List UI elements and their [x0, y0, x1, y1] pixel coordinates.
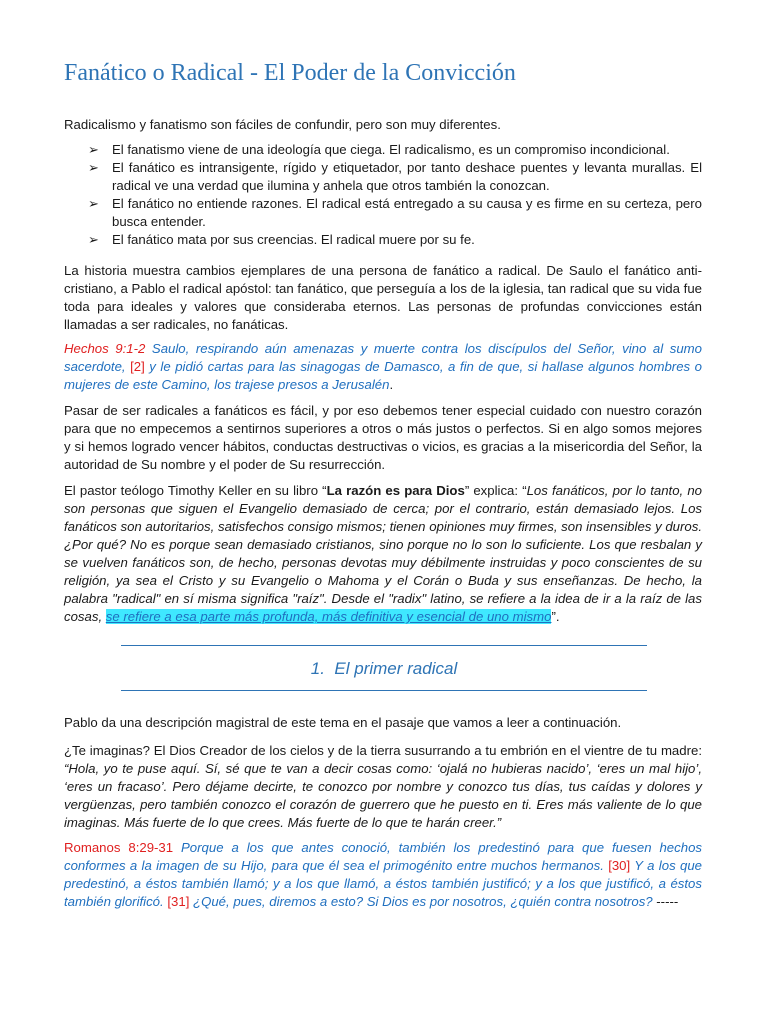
verse-number: [2]	[130, 359, 145, 374]
list-item: ➢ El fanatismo viene de una ideología que ciega. El radicalismo, es un compromiso incondicional.	[88, 142, 670, 157]
verse-end: .	[389, 377, 394, 392]
verse-tail: -----	[652, 894, 679, 909]
keller-quote: Los fanáticos, por lo tanto, no son personas que siguen el Evangelio demasiado de cerca; por el contrario, están demasiado lejos. Los fanáticos son autoritarios, satisfechos consigo mismos; tienen opiniones muy firmes, son insensibles y duros. ¿Por qué? No es porque sean demasiado cristianos, sino porque no lo son lo suficiente. Los que resbalan y se vuelven fanáticos son, de hecho, personas devotas muy débilmente instruidas y poco conscientes de su religión, ya sea el Cristo y su Evangelio o Mahoma y el Corán o Buda y sus enseñanzas. De hecho, la palabra "radical" en sí misma significa "raíz". Desde el "radix" latino, se refiere a la idea de ir a la raíz de las cosas,	[64, 483, 702, 624]
intro-paragraph: Radicalismo y fanatismo son fáciles de confundir, pero son muy diferentes.	[64, 117, 501, 132]
list-item: ➢ El fanático es intransigente, rígido y etiquetador, por tanto deshace puentes y levanta murallas. El radical ve una verdad que ilumina y anhela que otros también la conozcan.	[88, 160, 702, 193]
history-paragraph: La historia muestra cambios ejemplares de una persona de fanático a radical. De Saulo el fanático anti-cristiano, a Pablo el radical apóstol: tan fanático, que perseguía a los de la iglesia, tan radical que su vida fue toda para ideales y valores que consideraba eternos. Las personas de profundas convicciones están llamadas a ser radicales, no fanáticas.	[64, 263, 702, 332]
arrow-bullet-icon: ➢	[88, 232, 99, 247]
imagine-quote: “Hola, yo te puse aquí. Sí, sé que te van a decir cosas como: ‘ojalá no hubieras nacido’, ‘eres un mal hijo’, ‘eres un fracaso’. Pero déjame decirte, te conozco por nombre y conozco tus días, tus caídas y dolores y vergüenzas, pero también conozco el corazón de guerrero que he puesto en ti. Eres más valiente de lo que imaginas. Más fuerte de lo que crees. Más fuerte de lo que te harán creer.”	[64, 761, 702, 830]
arrow-bullet-icon: ➢	[88, 196, 99, 211]
verse-number: [30]	[608, 858, 631, 873]
keller-paragraph: El pastor teólogo Timothy Keller en su libro “La razón es para Dios” explica: “Los fanáticos, por lo tanto, no son personas que siguen el Evangelio demasiado de cerca; por el contrario, están demasiado lejos. Los fanáticos son autoritarios, satisfechos consigo mismos; tienen opiniones muy firmes, son insensibles y duros. ¿Por qué? No es porque sean demasiado cristianos, sino porque no lo son lo suficiente. Los que resbalan y se vuelven fanáticos son, de hecho, personas devotas muy débilmente instruidas y poco conscientes de su religión, ya sea el Cristo y su Evangelio o Mahoma y el Corán o Buda y sus enseñanzas. De hecho, la palabra "radical" en sí misma significa "raíz". Desde el "radix" latino, se refiere a la idea de ir a la raíz de las cosas, se refiere a esa parte más profunda, más definitiva y esencial de uno mismo”.	[64, 483, 702, 624]
bullet-list	[88, 141, 702, 249]
verse-hechos	[64, 340, 702, 394]
verse-reference: Romanos 8:29-31	[64, 840, 174, 855]
care-paragraph: Pasar de ser radicales a fanáticos es fácil, y por eso debemos tener especial cuidado con nuestro corazón para que no empecemos a sentirnos superiores a otros o más justos o perfectos. Si en algo somos mejores y si hemos logrado vencer hábitos, conductas destructivas o vicios, es gracias a la misericordia del Señor, la autoridad de Su nombre y el poder de Su resurrección.	[64, 403, 702, 472]
arrow-bullet-icon: ➢	[88, 142, 99, 157]
arrow-bullet-icon: ➢	[88, 160, 99, 175]
verse-number: [31]	[167, 894, 190, 909]
verse-text: y le pidió cartas para las sinagogas de Damasco, a fin de que, si hallase algunos hombres o mujeres de este Camino, los trajese presos a Jerusalén	[64, 359, 702, 392]
verse-reference: Hechos 9:1-2	[64, 341, 146, 356]
verse-text: Saulo, respirando aún amenazas y muerte contra los discípulos del Señor, vino al sumo sacerdote,	[64, 341, 702, 374]
list-item: ➢ El fanático mata por sus creencias. El radical muere por su fe.	[88, 232, 475, 247]
section-number: 1.	[310, 659, 325, 678]
section-heading	[0, 659, 768, 679]
verse-text: Porque a los que antes conoció, también los predestinó para que fuesen hechos conformes a la imagen de su Hijo, para que él sea el primogénito entre muchos hermanos.	[64, 840, 702, 873]
pablo-paragraph: Pablo da una descripción magistral de este tema en el pasaje que vamos a leer a continuación.	[64, 715, 622, 730]
list-item: ➢ El fanático no entiende razones. El radical está entregado a su causa y es firme en su certeza, pero busca entender.	[88, 196, 702, 229]
verse-text: ¿Qué, pues, diremos a esto? Si Dios es por nosotros, ¿quién contra nosotros?	[189, 894, 653, 909]
highlighted-quote: se refiere a esa parte más profunda, más definitiva y esencial de uno mismo	[105, 609, 552, 624]
imagine-paragraph: ¿Te imaginas? El Dios Creador de los cielos y de la tierra susurrando a tu embrión en el vientre de tu madre: “Hola, yo te puse aquí. Sí, sé que te van a decir cosas como: ‘ojalá no hubieras nacido’, ‘eres un mal hijo’, ‘eres un fracaso’. Pero déjame decirte, te conozco por nombre y conozco tus días, tus caídas y dolores y vergüenzas, pero también conozco el corazón de guerrero que he puesto en ti. Eres más valiente de lo que imaginas. Más fuerte de lo que crees. Más fuerte de lo que te harán creer.”	[64, 743, 702, 830]
verse-romanos	[64, 839, 702, 911]
book-title: La razón es para Dios	[326, 483, 465, 498]
section-rule-bottom	[121, 690, 647, 691]
section-rule-top	[121, 645, 647, 646]
verse-text: Y a los que predestinó, a éstos también llamó; y a los que llamó, a éstos también justificó; y a los que justificó, a éstos también glorificó.	[64, 858, 702, 909]
page-title: Fanático o Radical - El Poder de la Convicción	[64, 60, 516, 86]
section-title: El primer radical	[334, 659, 458, 678]
